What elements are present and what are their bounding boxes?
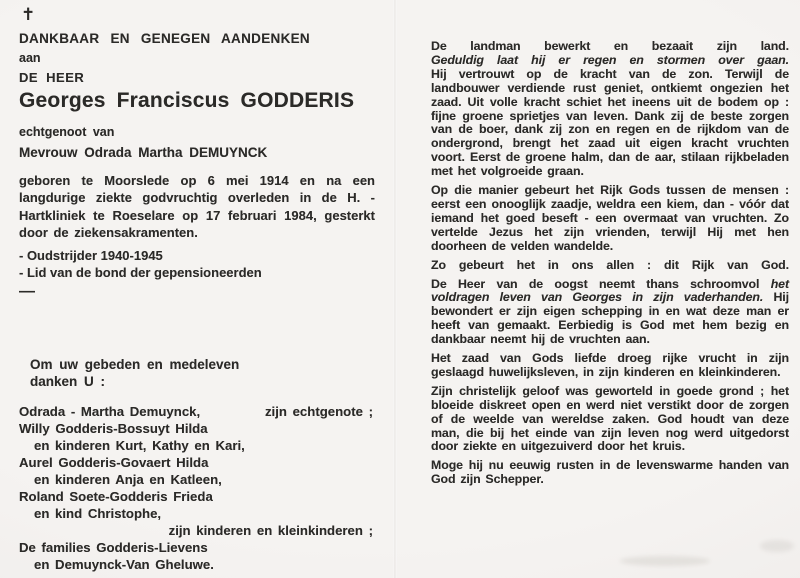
family-row bbox=[19, 403, 375, 420]
family-relation-note: zijn echtgenote ; bbox=[264, 403, 373, 419]
sentence-italic: Geduldig laat hij er regen en stormen over gaan. bbox=[431, 52, 789, 67]
family-row: Aurel Godderis-Govaert Hilda bbox=[19, 454, 209, 470]
honorific: DE HEER bbox=[19, 70, 85, 85]
thanks-line: Om uw gebeden en medeleven bbox=[30, 356, 240, 372]
thanks-line: danken U : bbox=[30, 373, 106, 389]
deceased-name: Georges Franciscus GODDERIS bbox=[19, 89, 355, 112]
separator-dash: — bbox=[19, 282, 35, 300]
sentence: De landman bewerkt en bezaait zijn land. bbox=[431, 39, 789, 53]
dedication-heading: DANKBAAR EN GENEGEN AANDENKEN bbox=[19, 31, 310, 46]
paragraph-kingdom: Op die manier gebeurt het Rijk Gods tussen de mensen : eerst een onooglijk zaadje, weldra een kiem, dan - vóór dat iemand het goed beseft - een overmaat van vruchten. Zo vertelde Jezus het zijn vrienden, terwijl Hij met hen doorheen de velden wandelde. bbox=[431, 183, 789, 253]
membership-line: - Oudstrijder 1940-1945 bbox=[19, 247, 163, 263]
scan-smudge bbox=[760, 540, 794, 552]
paragraph-faith: Zijn christelijk geloof was geworteld in goede grond ; het bloeide diskreet open en werd niet verstikt door de zorgen of de weelde van wereldse zaken. God houdt van deze man, die bij het einde van zijn leven nog werd uitgedorst door ziekte en uitgezuiverd door het kruis. bbox=[431, 383, 789, 454]
sentence: Hij bewondert er zijn eigen schepping in en wat deze man er heeft van gemaakt. Eerbiedig is God met hem bezig en dankbaar neemt hij de vruchten aan. bbox=[431, 290, 789, 347]
paragraph-harvest bbox=[431, 278, 789, 348]
thanks-intro bbox=[30, 356, 375, 390]
cross-icon: ✝ bbox=[21, 5, 36, 24]
spouse-intro: echtgenoot van bbox=[19, 125, 115, 139]
paragraph-rest: Moge hij nu eeuwig rusten in de levenswarme handen van God zijn Schepper. bbox=[431, 458, 789, 487]
paragraph-fruit: Het zaad van Gods liefde droeg rijke vrucht in zijn geslaagd huwelijksleven, in zijn kinderen en kleinkinderen. bbox=[431, 351, 789, 379]
family-name: Odrada - Martha Demuynck, bbox=[19, 403, 201, 419]
family-row: en kinderen Kurt, Kathy en Kari, bbox=[34, 437, 245, 453]
membership-line: - Lid van de bond der gepensioneerden bbox=[19, 265, 262, 281]
family-row: en kind Christophe, bbox=[34, 505, 162, 521]
family-list bbox=[19, 403, 375, 573]
memorial-right-page bbox=[431, 40, 789, 492]
memorial-left-page bbox=[19, 6, 375, 573]
scan-smudge bbox=[620, 556, 710, 566]
paragraph-rijk-van-god: Zo gebeurt het in ons allen : dit Rijk van God. bbox=[431, 257, 789, 272]
family-row: en kinderen Anja en Katleen, bbox=[34, 471, 222, 487]
sentence-italic: het voldragen leven van Georges in zijn vaderhanden. bbox=[431, 276, 789, 305]
biography-text: geboren te Moorslede op 6 mei 1914 en na een langdurige ziekte godvruchtig overleden in de H. - Hartkliniek te Roeselare op 17 februari 1984, gesterkt door de ziekensakramenten. bbox=[19, 173, 375, 241]
sentence: Hij vertrouwt op de kracht van de zon. Terwijl de landbouwer verdiende rust geniet, ontkiemt ongezien het zaad. Uit volle kracht schiet het ineens uit de bodem op : fijne groene sprietjes van leven. Dank zij de beste zorgen van de boer, dank zij zon en regen en de rijkdom van de ondergrond, brengt het zaad uit eigen kracht vruchten voort. Eerst de groene halm, dan de aar, stilaan rijkbeladen met het volgroeide graan. bbox=[431, 66, 789, 179]
dedication-aan: aan bbox=[19, 51, 41, 65]
sentence: De Heer van de oogst neemt thans schroomvol bbox=[431, 276, 760, 291]
paragraph-sowing bbox=[431, 40, 789, 179]
page-fold-line bbox=[393, 0, 397, 578]
family-row: en Demuynck-Van Gheluwe. bbox=[34, 556, 214, 572]
spouse-name: Mevrouw Odrada Martha DEMUYNCK bbox=[19, 145, 268, 160]
family-row: Roland Soete-Godderis Frieda bbox=[19, 488, 213, 504]
family-relation-note: zijn kinderen en kleinkinderen ; bbox=[168, 522, 373, 538]
membership-list bbox=[19, 247, 375, 282]
family-row: De families Godderis-Lievens bbox=[19, 539, 208, 555]
family-row: Willy Godderis-Bossuyt Hilda bbox=[19, 420, 208, 436]
